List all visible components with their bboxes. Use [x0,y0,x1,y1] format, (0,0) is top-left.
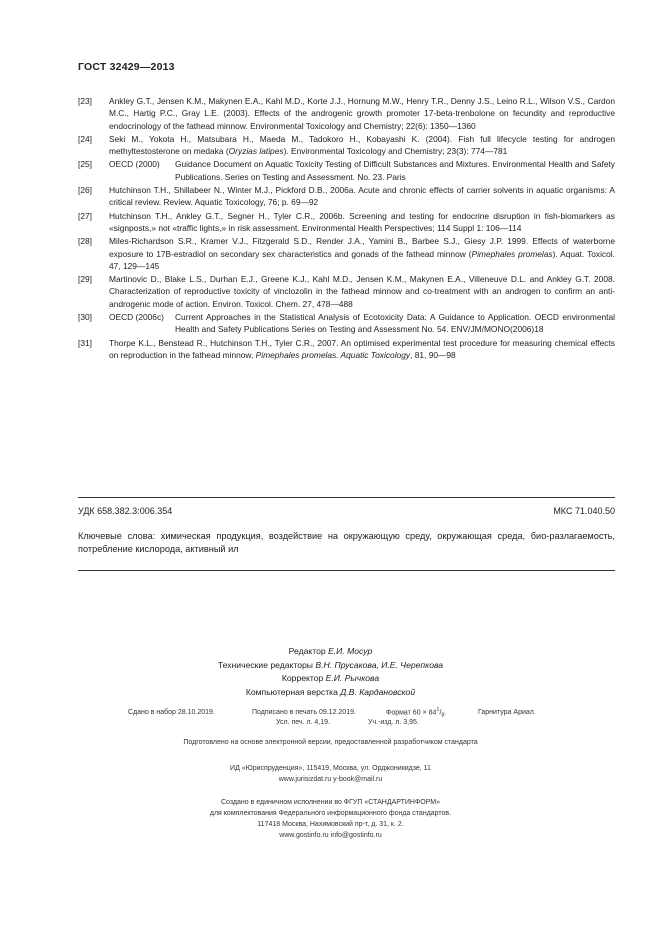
imprint-format: Формат $60 \times 84^1/_8$. [386,707,447,719]
reference-text: Ankley G.T., Jensen K.M., Makynen E.A., Kahl M.D., Korte J.J., Hornung M.W., Henry T.R., Denny J.S., Leino R.L., Wilson V.S., Cardon M.C., Hartig P.C., Gray L.E. (2003). Effects of the androgenic growth promoter 17-beta-trenbolone on fecundity and reproductive endocrinology of the fathead minnow. Environmental Toxicology and Chemistry; 22(6): 1350—1360 [109,96,615,131]
reference-number: [26] [78,185,92,196]
imprint-signed: Подписано в печать 09.12.2019. [252,709,356,716]
producer-block: Создано в единичном исполнении во ФГУП «СТАНДАРТИНФОРМ» для комплектования Федерального информационного фонда стандартов. 117418 Москва, Нахимовский пр-т, д. 31, к. 2. www.gostinfo.ru info@gostinfo.ru [209,799,452,839]
reference-text: Martinovic D., Blake L.S., Durhan E.J., Greene K.J., Kahl M.D., Jensen K.M., Makynen E.A., Villeneuve D.L. and Ankley G.T. 2008. Characterization of reproductive toxicity of vinclozolin in the fathead minnow and co-treatment with an androgen to confirm an anti-androgenic mode of action. Environ. Toxicol. Chem. 27, 478—488 [109,274,615,309]
reference-text [109,158,615,183]
reference-text: Seki M., Yokota H., Matsubara H., Maeda M., Tadokoro H., Kobayashi K. (2004). Fish full lifecycle testing for androgen methyltestosterone on medaka (Oryzias latipes). Environmental Toxicology and Chemistry; 23(3): 774—781 [109,133,615,157]
reference-item [78,95,615,132]
reference-text: Miles-Richardson S.R., Kramer V.J., Fitzgerald S.D., Render J.A., Yamini B., Barbee S.J., Giesy J.P. 1999. Effects of waterborne exposure to 17B-estradiol on secondary sex characteristics and gonads of the fathead minnow (Pimephales promelas). Aquat. Toxicol. 47, 129—145 [109,236,615,271]
mks-code: МКС 71.040.50 [553,506,615,516]
reference-text: Hutchinson T.H., Ankley G.T., Segner H., Tyler C.R., 2006b. Screening and testing for endocrine disruption in fish-biomarkers as «signposts,» not «traffic lights,» in risk assessment. Environmental Health Perspectives; 114 Suppl 1: 106—114 [109,210,615,233]
divider-bottom [78,570,615,571]
imprint-font: Гарнитура Ариал. [478,709,536,716]
publisher-block: ИД «Юриспруденция», 115419, Москва, ул. Орджоникидзе, 11 www.jurisizdat.ru y-book@mail.ru [230,765,431,783]
reference-list [78,95,615,362]
reference-body: Current Approaches in the Statistical Analysis of Ecotoxicity Data: A Guidance to Application. OECD environmental Health and Safety Publications Series on Testing and Assessment No. 54. ENV/JM/MONO(2006)18 [175,312,615,335]
reference-item [78,133,615,158]
credit-line: Технические редакторы В.Н. Прусакова, И.Е. Черепкова [217,659,444,670]
reference-number: [23] [78,96,92,106]
reference-number: [28] [78,236,92,247]
keywords: Ключевые слова: химическая продукция, воздействие на окружающую среду, окружающая среда, био-разлагаемость, потребление кислорода, активный ил [78,531,615,554]
classification-row [78,506,615,516]
imprint-prepared: Подготовлено на основе электронной версии, предоставленной разработчиком стандарта [183,739,478,746]
udk-code: УДК 658.382.3:006.354 [78,506,173,516]
reference-number: [29] [78,274,92,285]
imprint-usl: Усл. печ. л. 4,19. [276,719,330,726]
reference-number: [31] [78,337,92,348]
reference-number: [25] [78,159,92,170]
credit-line: Корректор Е.И. Рычкова [281,673,380,683]
imprint-uch: Уч.-изд. л. 3,95. [368,719,419,726]
reference-number: [30] [78,312,92,323]
standard-header: ГОСТ 32429—2013 [78,61,175,73]
divider-top [78,497,615,498]
reference-text: Thorpe K.L., Benstead R., Hutchinson T.H., Tyler C.R., 2007. An optimised experimental test procedure for measuring chemical effects on reproduction in the fathead minnow, Pimephales promelas. Aquatic Toxicology, 81, 90—98 [109,337,615,360]
reference-item [78,210,615,235]
reference-author: OECD (2000) [109,159,160,170]
reference-item [78,235,615,272]
imprint-sent: Сдано в набор 28.10.2019. [128,709,215,716]
reference-item [78,311,615,336]
reference-item [78,273,615,310]
reference-number: [24] [78,133,92,144]
credits-block [0,645,661,699]
credit-line: Редактор Е.И. Мосур [288,646,373,656]
reference-item [78,158,615,183]
reference-item [78,337,615,362]
credit-line: Компьютерная верстка Д.В. Кардановской [245,686,416,697]
reference-text: Hutchinson T.H., Shillabeer N., Winter M.J., Pickford D.B., 2006a. Acute and chronic effects of carrier solvents in aquatic organisms: A critical review. Review. Aquatic Toxicology, 76; p. 69—92 [109,185,615,208]
reference-text [109,311,615,336]
reference-item [78,184,615,209]
reference-number: [27] [78,210,92,221]
reference-author: OECD (2006c) [109,312,164,323]
reference-body: Guidance Document on Aquatic Toxicity Testing of Difficult Substances and Mixtures. Environmental Health and Safety Publications. Series on Testing and Assessment. No. 23. Paris [175,159,615,182]
